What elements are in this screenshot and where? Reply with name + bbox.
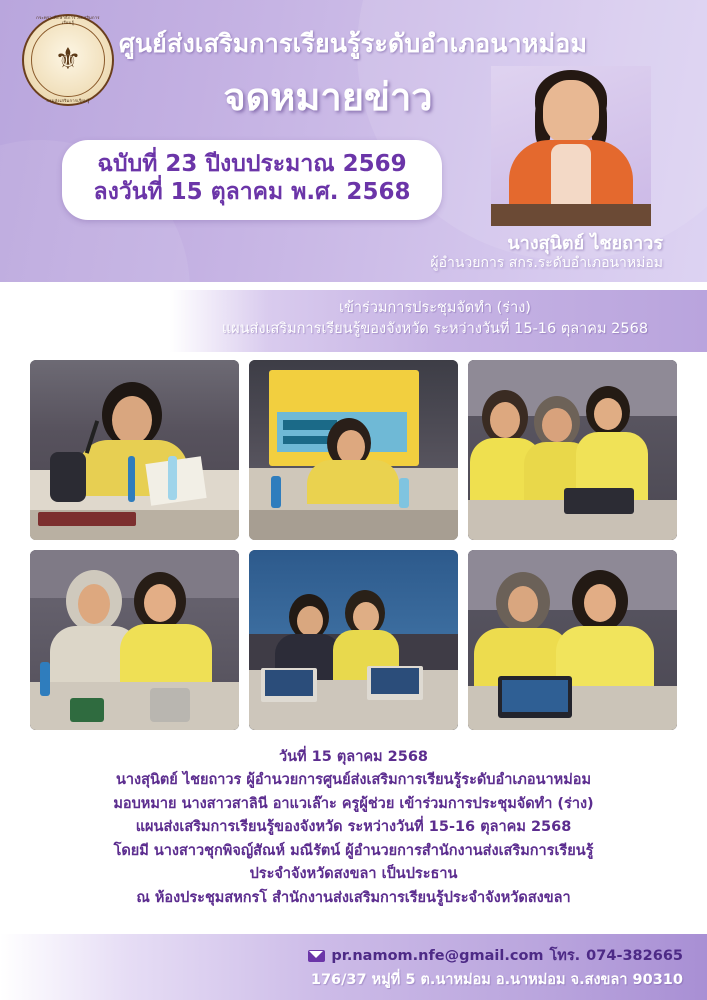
issue-date: ลงวันที่ 15 ตุลาคม พ.ศ. 2568 — [93, 179, 411, 206]
photo-meeting-5 — [249, 550, 458, 730]
photo-meeting-1 — [30, 360, 239, 540]
caption-line-5: โดยมี นางสาวชุกพิจญ์สัณห์ มณีรัตน์ ผู้อำนวยการสำนักงานส่งเสริมการเรียนรู้ — [113, 842, 594, 859]
photo-gallery — [0, 352, 707, 730]
caption-line-6: ประจำจังหวัดสงขลา เป็นประธาน — [249, 866, 458, 883]
contact-email[interactable]: pr.namom.nfe@gmail.com — [331, 947, 544, 964]
section-heading-bar — [0, 290, 707, 352]
caption-line-3: มอบหมาย นางสาวสาลินี อาแวเล๊าะ ครูผู้ช่วย เข้าร่วมการประชุมจัดทำ (ร่าง) — [113, 795, 594, 812]
section-heading-line-2: แผนส่งเสริมการเรียนรู้ของจังหวัด ระหว่างวันที่ 15-16 ตุลาคม 2568 — [221, 321, 649, 338]
caption-line-7: ณ ห้องประชุมสหกรโ สำนักงานส่งเสริมการเรียนรู้ประจำจังหวัดสงขลา — [136, 889, 571, 906]
caption-date: วันที่ 15 ตุลาคม 2568 — [279, 749, 428, 765]
newsletter-label: จดหมายข่าว — [223, 75, 433, 119]
director-name: นางสุนิตย์ ไชยถาวร — [507, 233, 663, 254]
photo-meeting-4 — [30, 550, 239, 730]
section-heading-line-1: เข้าร่วมการประชุมจัดทำ (ร่าง) — [339, 300, 531, 316]
director-role: ผู้อำนวยการ สกร.ระดับอำเภอนาหม่อม — [430, 255, 663, 271]
seal-text-bottom: กรมส่งเสริมการเรียนรู้ — [46, 98, 90, 104]
contact-address: 176/37 หมู่ที่ 5 ต.นาหม่อม อ.นาหม่อม จ.สงขลา 90310 — [310, 972, 683, 988]
photo-meeting-6 — [468, 550, 677, 730]
email-icon — [308, 950, 325, 962]
seal-text-top: กระทรวงศึกษาธิการ ส่งเสริมการเรียนรู้ — [36, 15, 100, 25]
director-portrait — [491, 66, 651, 226]
issue-info-box — [62, 140, 442, 220]
contact-phone[interactable]: 074-382665 — [586, 947, 683, 964]
photo-row-1 — [30, 360, 677, 540]
photo-meeting-3 — [468, 360, 677, 540]
phone-label: โทร. — [549, 948, 581, 964]
seal-inner-ring — [31, 15, 105, 104]
issue-number: ฉบับที่ 23 ปีงบประมาณ 2569 — [97, 151, 407, 177]
section-heading-text — [185, 298, 685, 340]
newsletter-header — [0, 0, 707, 290]
organization-seal — [22, 14, 114, 106]
caption-line-2: นางสุนิตย์ ไชยถาวร ผู้อำนวยการศูนย์ส่งเสริมการเรียนรู้ระดับอำเภอนาหม่อม — [115, 772, 592, 789]
contact-row — [308, 944, 683, 967]
newsletter-footer — [0, 934, 707, 1000]
caption-line-4: แผนส่งเสริมการเรียนรู้ของจังหวัด ระหว่างวันที่ 15-16 ตุลาคม 2568 — [135, 819, 572, 836]
photo-row-2 — [30, 550, 677, 730]
seal-emblem-icon: ⚜ — [54, 42, 82, 77]
page-title: ศูนย์ส่งเสริมการเรียนรู้ระดับอำเภอนาหม่อม — [118, 29, 588, 58]
photo-meeting-2 — [249, 360, 458, 540]
article-caption — [0, 740, 707, 912]
